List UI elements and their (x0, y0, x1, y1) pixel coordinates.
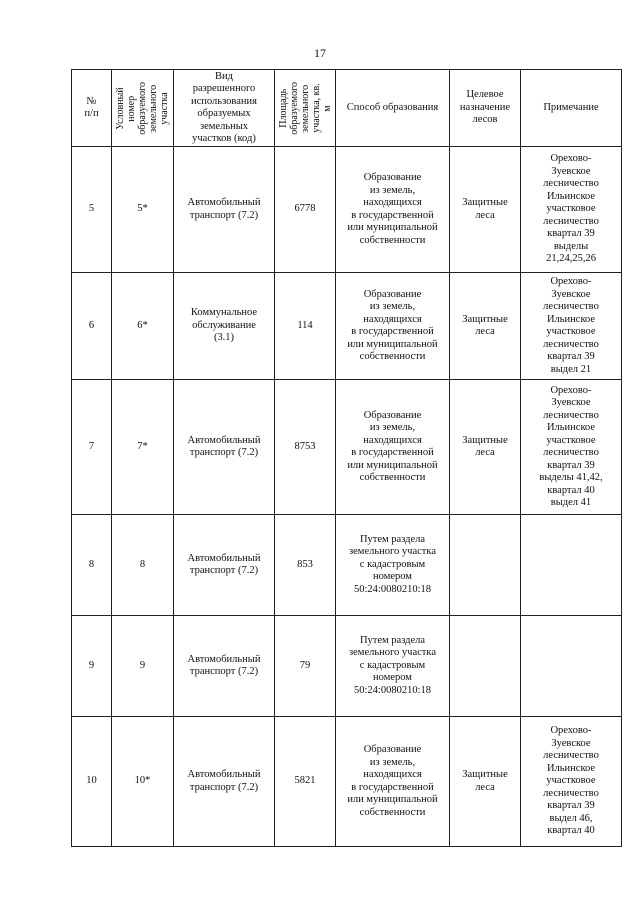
cell-method: Образование из земель, находящихся в государственной или муниципальной собственности (336, 380, 450, 515)
cell-cond-number: 10* (112, 717, 174, 847)
cell-note: Орехово- Зуевское лесничество Ильинское участковое лесничество квартал 39 выдел 21 (521, 273, 622, 380)
table-row (72, 717, 622, 847)
cell-cond-number: 6* (112, 273, 174, 380)
page-number: 17 (314, 46, 326, 60)
cell-no: 8 (72, 515, 112, 616)
table-row (72, 380, 622, 515)
table-row (72, 515, 622, 616)
cell-use-type: Коммунальное обслуживание (3.1) (174, 273, 275, 380)
cell-use-type: Автомобильный транспорт (7.2) (174, 515, 275, 616)
cell-area: 6778 (275, 147, 336, 273)
cell-use-type: Автомобильный транспорт (7.2) (174, 616, 275, 717)
cell-area: 79 (275, 616, 336, 717)
cell-method: Путем раздела земельного участка с кадастровым номером 50:24:0080210:18 (336, 616, 450, 717)
cell-use-type: Автомобильный транспорт (7.2) (174, 147, 275, 273)
table-header-row (72, 70, 622, 147)
cell-use-type: Автомобильный транспорт (7.2) (174, 380, 275, 515)
header-note: Примечание (521, 70, 622, 147)
cell-cond-number: 8 (112, 515, 174, 616)
cell-no: 9 (72, 616, 112, 717)
cell-note (521, 515, 622, 616)
table-row (72, 273, 622, 380)
cell-note: Орехово- Зуевское лесничество Ильинское участковое лесничество квартал 39 выдел 46, квартал 40 (521, 717, 622, 847)
cell-area: 853 (275, 515, 336, 616)
cell-area: 5821 (275, 717, 336, 847)
header-area: Площадь образуемого земельного участка, кв. м (275, 70, 336, 147)
cell-method: Образование из земель, находящихся в государственной или муниципальной собственности (336, 273, 450, 380)
table-row (72, 616, 622, 717)
cell-note (521, 616, 622, 717)
header-no: № п/п (72, 70, 112, 147)
table-row (72, 147, 622, 273)
cell-purpose: Защитные леса (450, 717, 521, 847)
cell-use-type: Автомобильный транспорт (7.2) (174, 717, 275, 847)
cell-cond-number: 9 (112, 616, 174, 717)
cell-purpose (450, 616, 521, 717)
cell-no: 10 (72, 717, 112, 847)
cell-note: Орехово- Зуевское лесничество Ильинское участковое лесничество квартал 39 выделы 21,24,25,26 (521, 147, 622, 273)
header-purpose: Целевое назначение лесов (450, 70, 521, 147)
cell-purpose: Защитные леса (450, 147, 521, 273)
cell-no: 5 (72, 147, 112, 273)
cell-no: 7 (72, 380, 112, 515)
cell-note: Орехово- Зуевское лесничество Ильинское участковое лесничество квартал 39 выделы 41,42, квартал 40 выдел 41 (521, 380, 622, 515)
header-method: Способ образования (336, 70, 450, 147)
cell-area: 8753 (275, 380, 336, 515)
cell-method: Образование из земель, находящихся в государственной или муниципальной собственности (336, 147, 450, 273)
header-cond-number: Условный номер образуемого земельного участка (112, 70, 174, 147)
cell-purpose: Защитные леса (450, 273, 521, 380)
cell-cond-number: 5* (112, 147, 174, 273)
cell-area: 114 (275, 273, 336, 380)
cell-method: Путем раздела земельного участка с кадастровым номером 50:24:0080210:18 (336, 515, 450, 616)
cell-method: Образование из земель, находящихся в государственной или муниципальной собственности (336, 717, 450, 847)
cell-no: 6 (72, 273, 112, 380)
cell-purpose (450, 515, 521, 616)
land-plots-table (71, 69, 622, 847)
cell-purpose: Защитные леса (450, 380, 521, 515)
cell-cond-number: 7* (112, 380, 174, 515)
header-use-type: Вид разрешенного использования образуемых земельных участков (код) (174, 70, 275, 147)
